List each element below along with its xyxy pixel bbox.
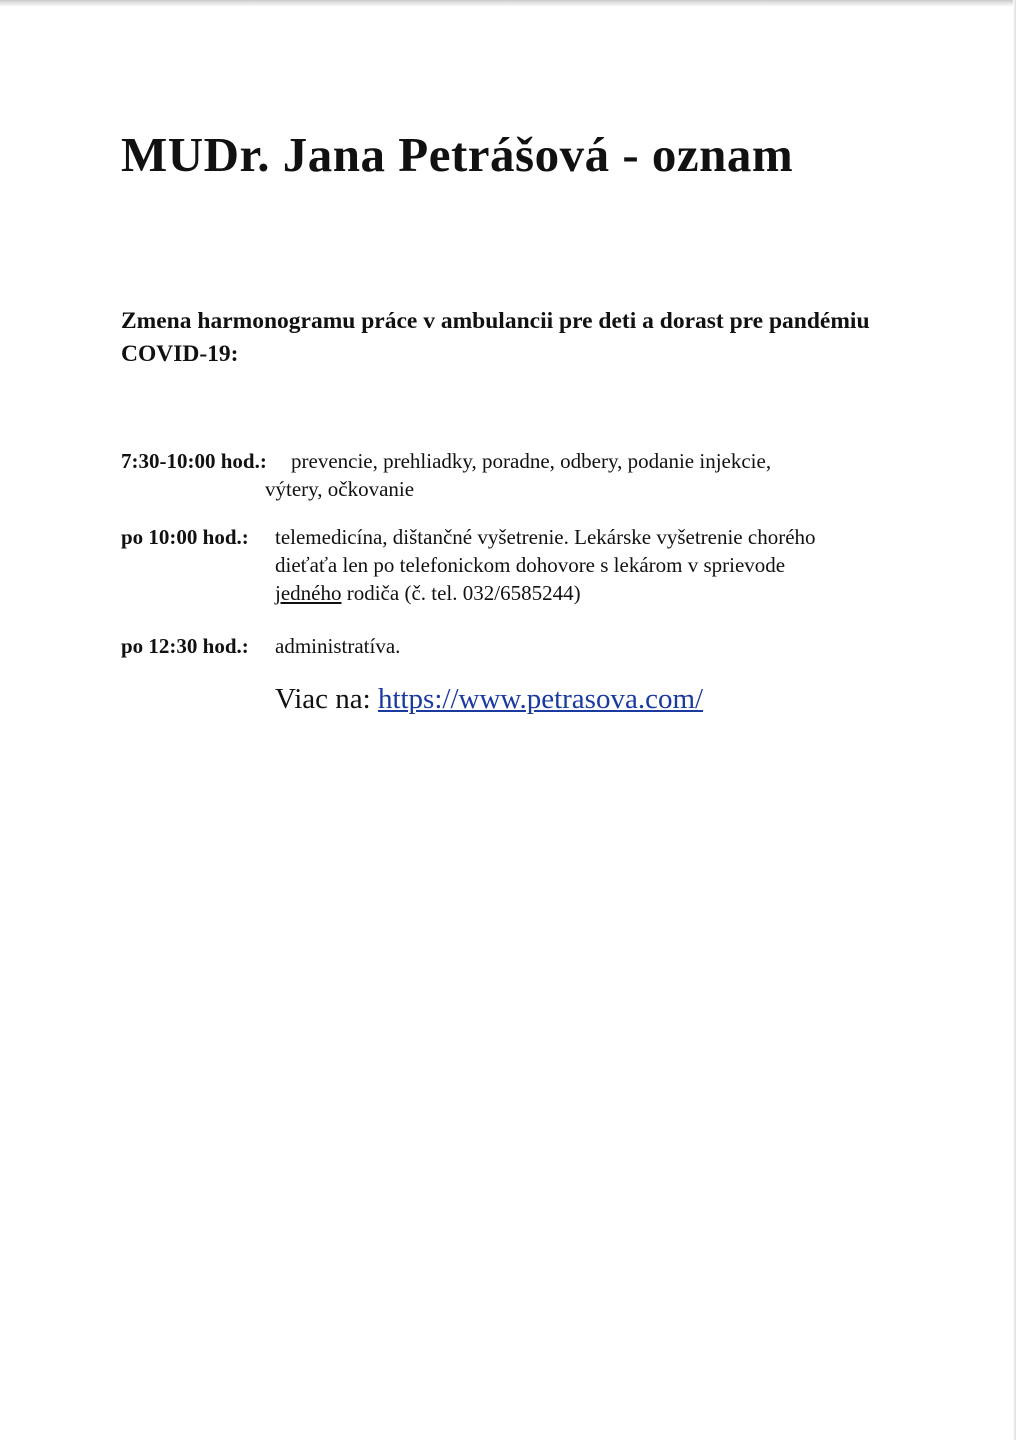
schedule-description [275,632,400,660]
notice-subtitle: Zmena harmonogramu práce v ambulancii pre deti a dorast pre pandémiu COVID-19: [121,308,870,367]
more-info-label: Viac na: [275,683,371,715]
schedule-line [265,475,771,503]
schedule-line [275,579,816,607]
schedule-line: dieťaťa len po telefonickom dohovore s lekárom v sprievode [275,553,786,577]
schedule-time: 7:30-10:00 hod.: [121,449,267,473]
schedule-line: prevencie, prehliadky, poradne, odbery, podanie injekcie, [291,449,772,473]
schedule-line: administratíva. [275,634,401,658]
more-info [275,683,703,716]
schedule-time: po 12:30 hod.: [121,634,249,658]
schedule-line-text: výtery, očkovanie [265,477,415,501]
schedule-description [275,523,816,607]
page-title: MUDr. Jana Petrášová - oznam [121,127,794,182]
scan-edge-top [0,0,1016,7]
underlined-word: jedného [275,581,342,605]
website-link[interactable]: https://www.petrasova.com/ [377,683,704,715]
schedule-description [265,447,772,503]
schedule-time: po 10:00 hod.: [121,525,249,549]
schedule-line-text: rodiča (č. tel. 032/6585244) [346,581,581,605]
schedule-line: telemedicína, dištančné vyšetrenie. Lekárske vyšetrenie chorého [275,525,816,549]
